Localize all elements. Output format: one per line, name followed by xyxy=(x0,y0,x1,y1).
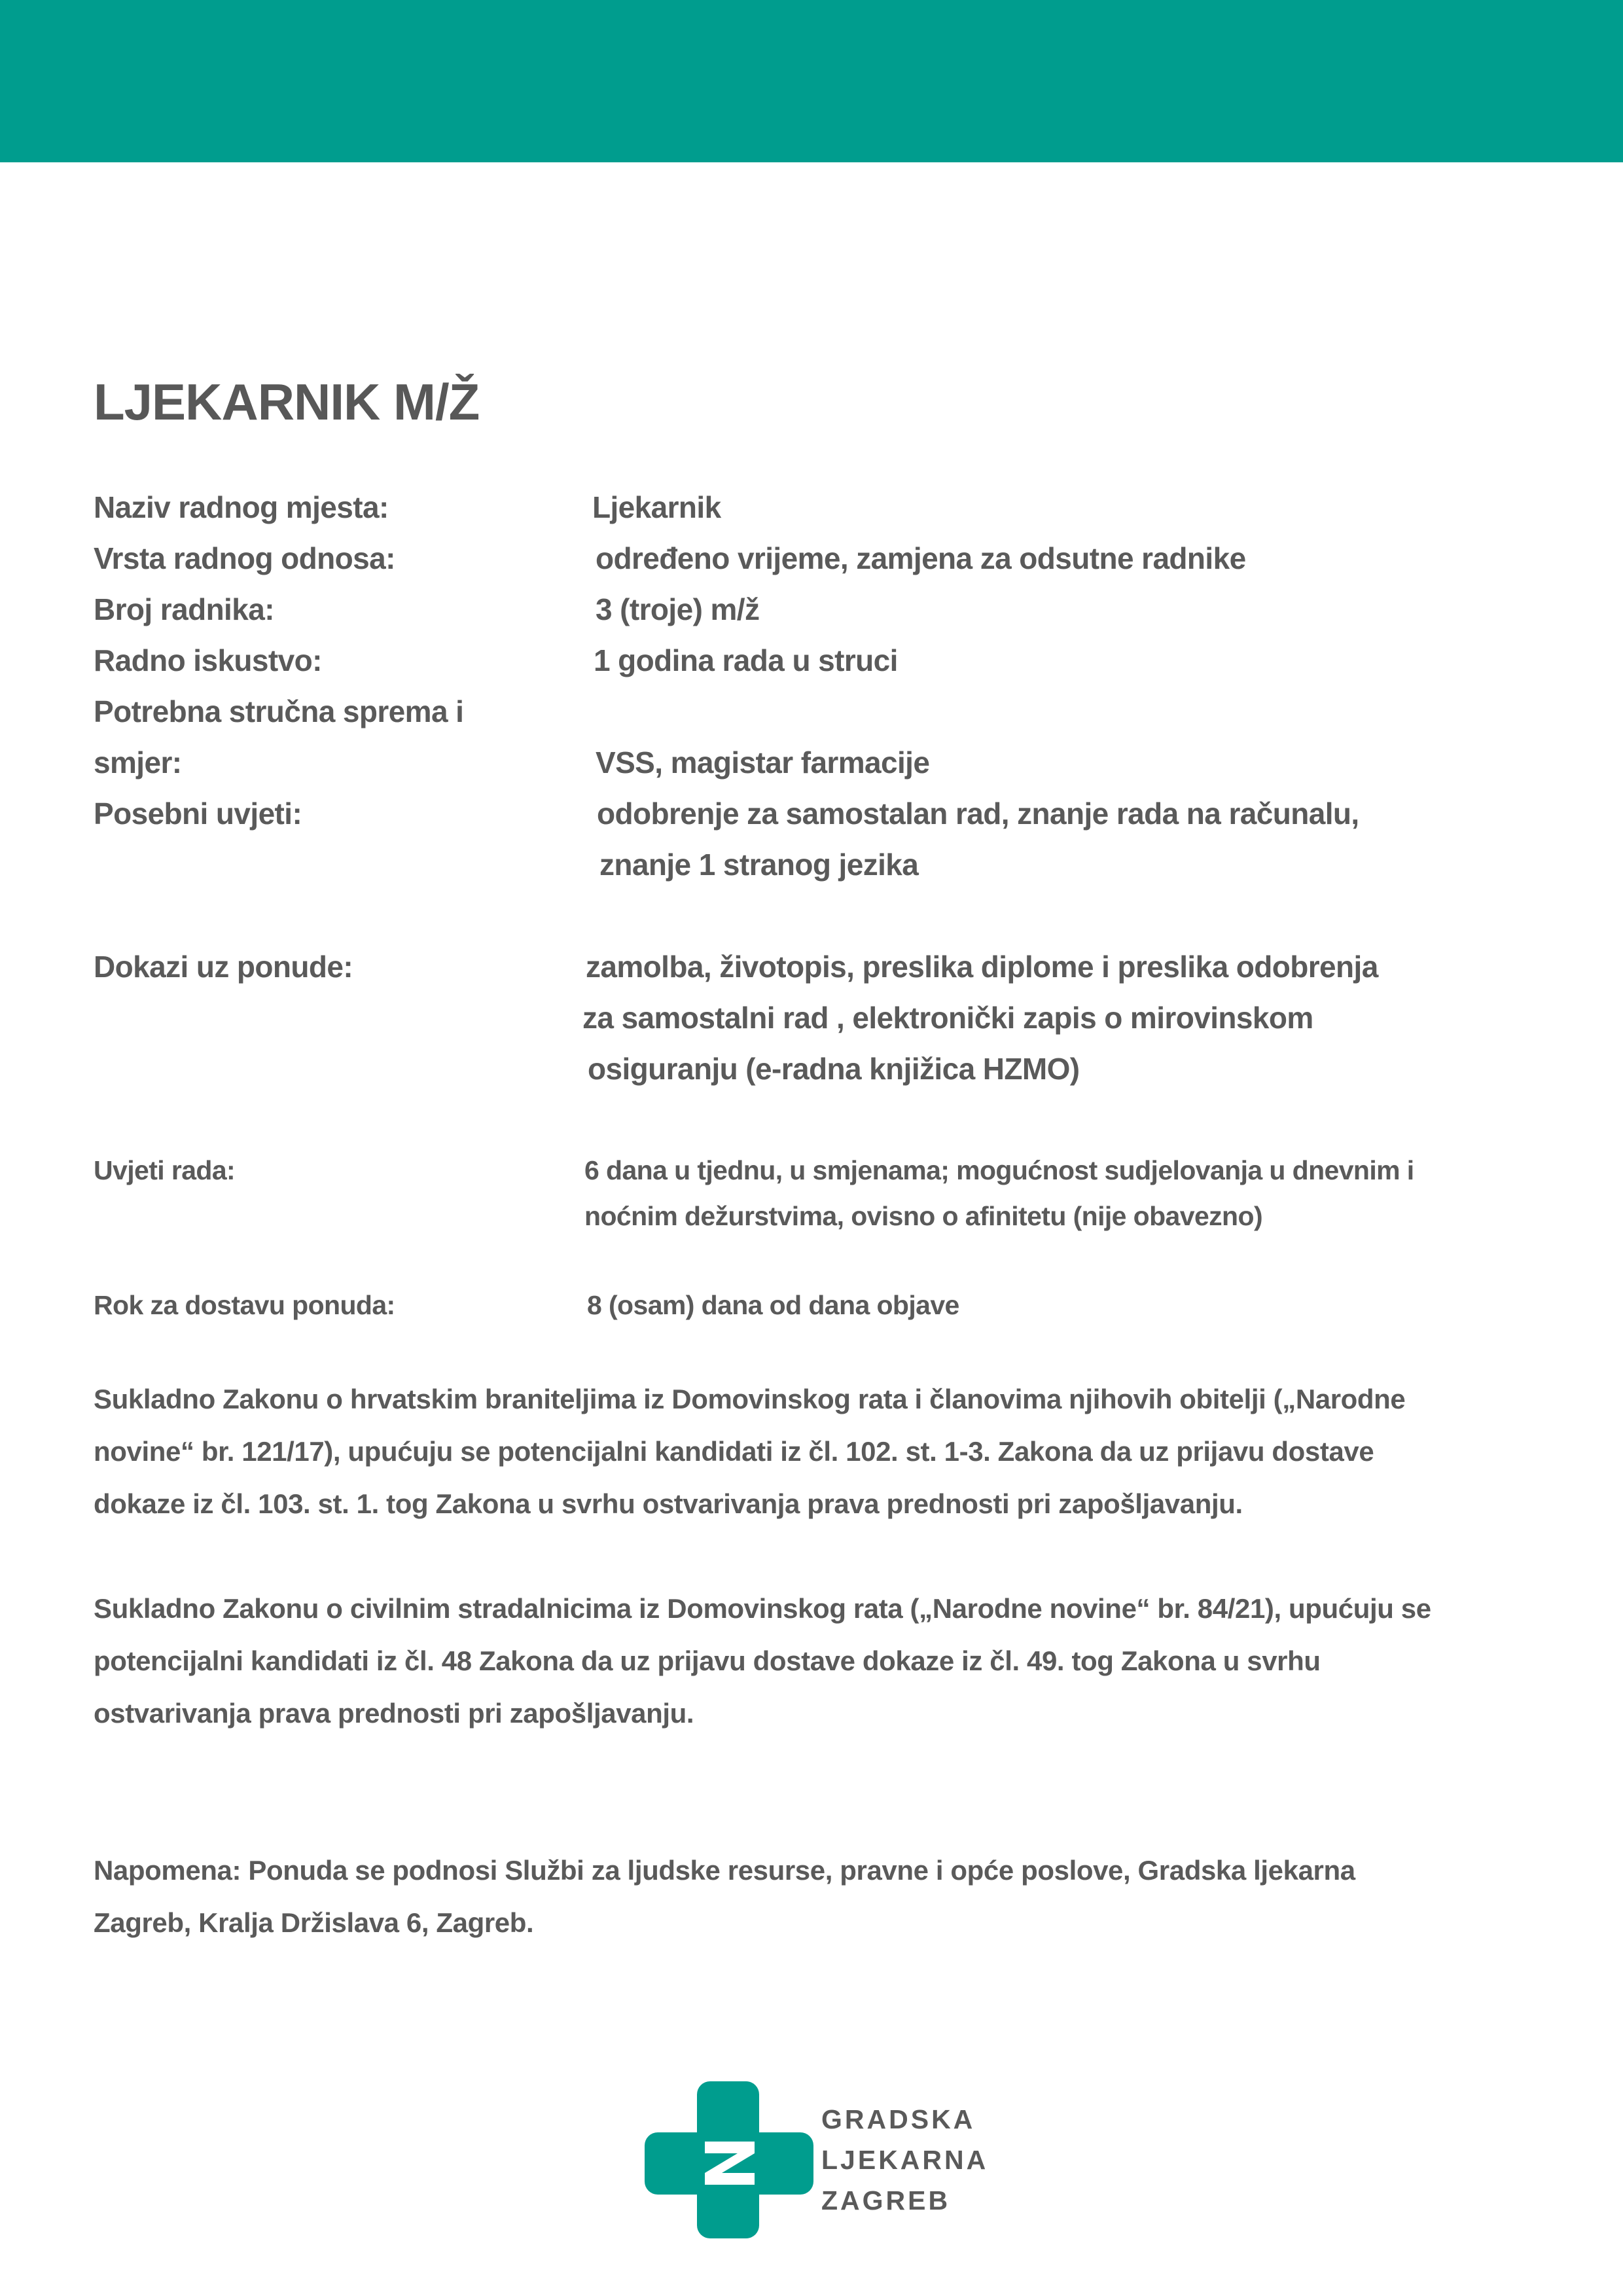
paragraph-line: dokaze iz čl. 103. st. 1. tog Zakona u svrhu ostvarivanja prava prednosti pri zapošljavanju. xyxy=(94,1488,1243,1519)
legal-paragraph-civilians xyxy=(94,1583,1546,1740)
header-band xyxy=(0,0,1623,162)
field-value-special-conditions-line1: odobrenje za samostalan rad, znanje rada na računalu, xyxy=(597,797,1359,831)
field-value-required-documents-line2: za samostalni rad , elektronički zapis o mirovinskom xyxy=(582,1001,1313,1035)
note-line: Napomena: Ponuda se podnosi Službi za ljudske resurse, pravne i opće poslove, Gradska ljekarna xyxy=(94,1855,1355,1886)
field-value-required-documents-line1: zamolba, životopis, preslika diplome i preslika odobrenja xyxy=(586,950,1378,984)
field-value-employment-type: određeno vrijeme, zamjena za odsutne radnike xyxy=(596,541,1246,575)
field-value-qualification: VSS, magistar farmacije xyxy=(596,745,930,780)
field-label-job-title: Naziv radnog mjesta: xyxy=(94,490,389,524)
logo-text-line2: LJEKARNA xyxy=(821,2145,989,2175)
logo-text-line1: GRADSKA xyxy=(821,2104,976,2134)
note-paragraph xyxy=(94,1844,1546,1949)
field-label-qualification-line2: smjer: xyxy=(94,745,182,780)
field-value-working-conditions-line2: noćnim dežurstvima, ovisno o afinitetu (nije obavezno) xyxy=(584,1201,1263,1231)
paragraph-line: novine“ br. 121/17), upućuju se potencijalni kandidati iz čl. 102. st. 1-3. Zakona da uz prijavu dostave xyxy=(94,1436,1374,1467)
field-label-experience: Radno iskustvo: xyxy=(94,643,322,677)
field-value-required-documents-line3: osiguranju (e-radna knjižica HZMO) xyxy=(588,1052,1080,1086)
field-value-job-title: Ljekarnik xyxy=(592,490,721,524)
logo-text-line3: ZAGREB xyxy=(821,2185,951,2215)
field-value-special-conditions-line2: znanje 1 stranog jezika xyxy=(599,848,919,882)
field-label-worker-count: Broj radnika: xyxy=(94,592,274,626)
field-label-required-documents: Dokazi uz ponude: xyxy=(94,950,353,984)
field-value-experience: 1 godina rada u struci xyxy=(594,643,898,677)
gradska-ljekarna-cross-icon xyxy=(645,2081,815,2238)
field-value-deadline: 8 (osam) dana od dana objave xyxy=(587,1290,959,1320)
field-label-qualification-line1: Potrebna stručna sprema i xyxy=(94,694,464,728)
field-label-employment-type: Vrsta radnog odnosa: xyxy=(94,541,395,575)
field-label-special-conditions: Posebni uvjeti: xyxy=(94,797,302,831)
field-label-deadline: Rok za dostavu ponuda: xyxy=(94,1290,395,1320)
note-line: Zagreb, Kralja Držislava 6, Zagreb. xyxy=(94,1907,534,1938)
legal-paragraph-veterans xyxy=(94,1373,1546,1530)
page-title: LJEKARNIK M/Ž xyxy=(94,373,480,431)
paragraph-line: ostvarivanja prava prednosti pri zapošljavanju. xyxy=(94,1698,694,1729)
field-label-working-conditions: Uvjeti rada: xyxy=(94,1155,236,1185)
paragraph-line: Sukladno Zakonu o hrvatskim braniteljima iz Domovinskog rata i članovima njihovih obitelji („Narodne xyxy=(94,1384,1406,1414)
paragraph-line: Sukladno Zakonu o civilnim stradalnicima iz Domovinskog rata („Narodne novine“ br. 84/21), upućuju se xyxy=(94,1593,1431,1624)
paragraph-line: potencijalni kandidati iz čl. 48 Zakona da uz prijavu dostave dokaze iz čl. 49. tog Zakona u svrhu xyxy=(94,1645,1321,1676)
field-value-working-conditions-line1: 6 dana u tjednu, u smjenama; mogućnost sudjelovanja u dnevnim i xyxy=(584,1155,1414,1185)
field-value-worker-count: 3 (troje) m/ž xyxy=(596,592,760,626)
